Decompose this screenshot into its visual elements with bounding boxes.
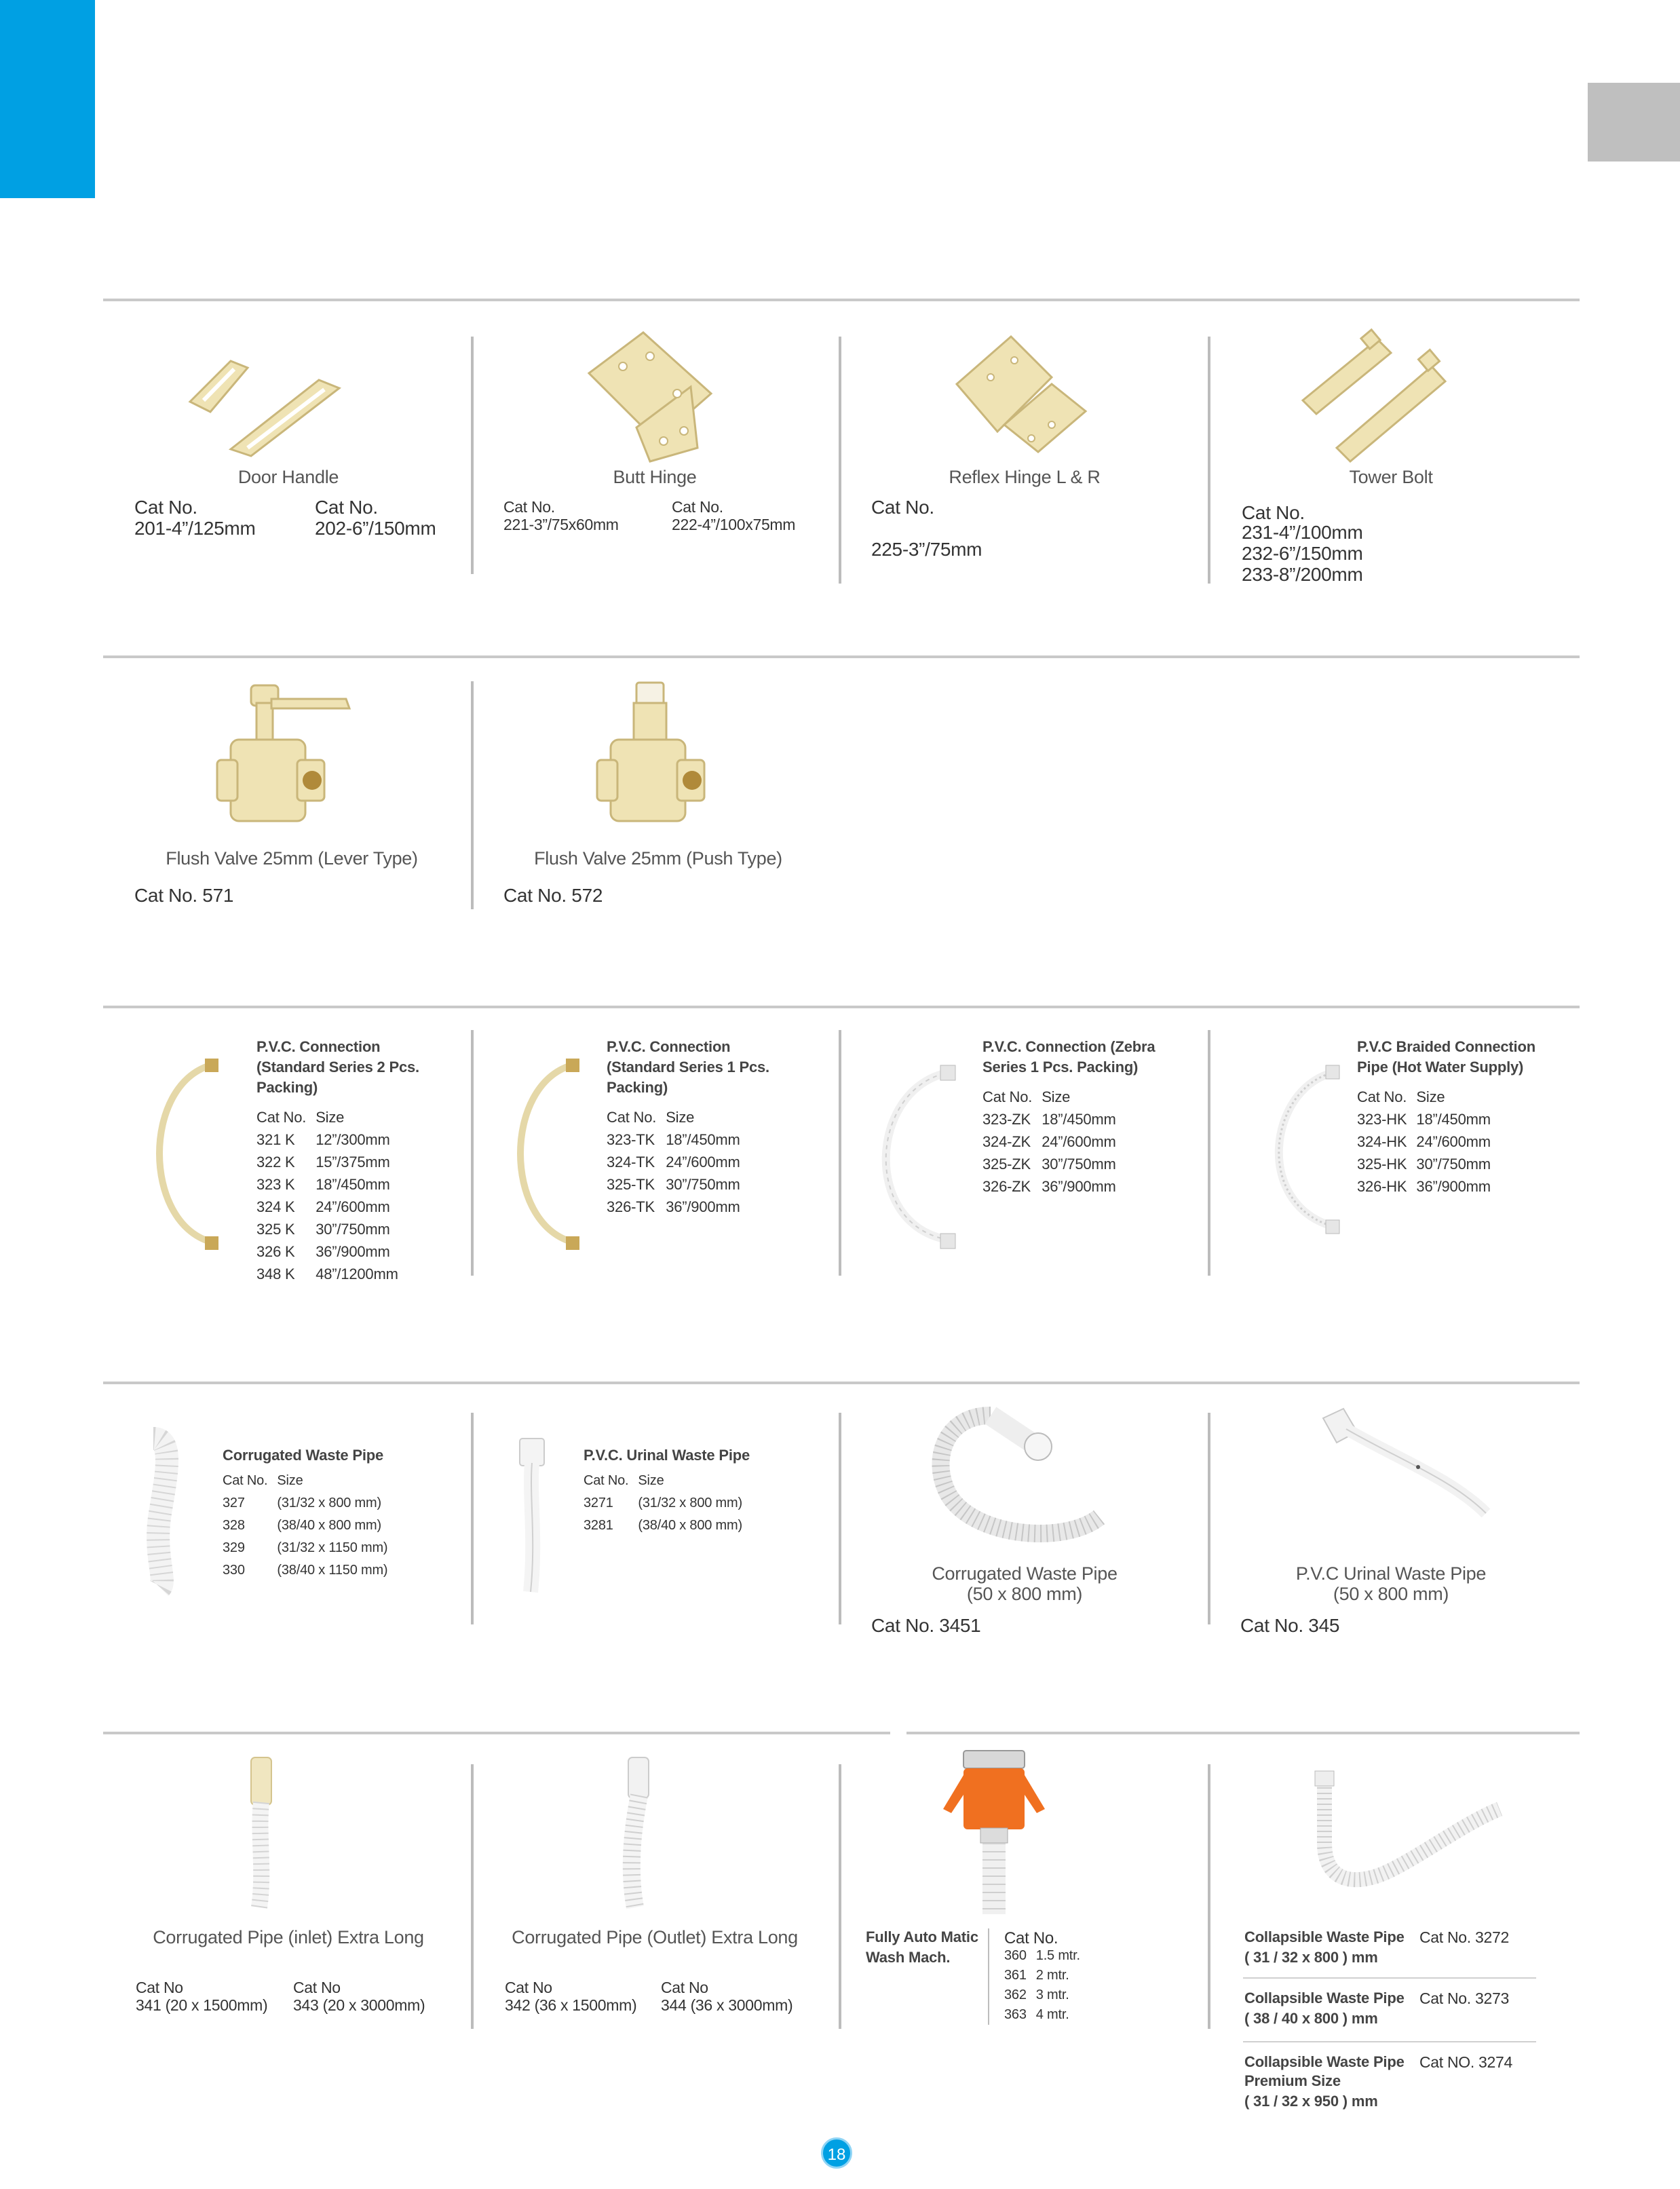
pvc-connection-std2-table	[256, 1106, 408, 1285]
corrugated-pipe-inlet-image	[237, 1755, 285, 1911]
table-row	[607, 1196, 750, 1218]
length: 4 mtr.	[1035, 2007, 1069, 2022]
size: (31/32 x 800 mm)	[638, 1496, 742, 1510]
table-row	[982, 1108, 1126, 1130]
cat-no-header: Cat No.	[607, 1109, 657, 1126]
washing-machine-cat-header: Cat No.	[1004, 1929, 1058, 1947]
table-row	[1004, 1946, 1090, 1966]
pvc-urinal-waste-pipe-345-caption-2: (50 x 800 mm)	[1333, 1584, 1449, 1604]
table-row	[584, 1492, 752, 1515]
table-row	[1357, 1108, 1500, 1130]
size: 36”/900mm	[1042, 1178, 1116, 1195]
collapsible-3273-title-2: ( 38 / 40 x 800 ) mm	[1244, 2010, 1378, 2027]
cat-no-header: Cat No.	[982, 1088, 1033, 1105]
cat-no: 324-ZK	[982, 1133, 1031, 1150]
washing-machine-title-2: Wash Mach.	[866, 1949, 951, 1966]
col-divider	[839, 1764, 841, 2029]
door-handle-cat-value-a: 201-4”/125mm	[134, 518, 256, 539]
size: 12”/300mm	[316, 1131, 390, 1148]
cat-no: 362	[1004, 1987, 1027, 2002]
pvc-urinal-waste-pipe-345-caption-1: P.V.C Urinal Waste Pipe	[1295, 1563, 1487, 1584]
table-row	[256, 1173, 408, 1196]
table-row	[1004, 1966, 1090, 1985]
length: 3 mtr.	[1035, 1987, 1069, 2002]
length: 2 mtr.	[1035, 1968, 1069, 1983]
pvc-connection-zebra-title	[982, 1037, 1155, 1078]
col-divider	[1208, 1413, 1210, 1624]
reflex-hinge-caption: Reflex Hinge L & R	[949, 467, 1101, 487]
title-line: Pipe (Hot Water Supply)	[1357, 1059, 1524, 1076]
pvc-braided-connection-table	[1357, 1086, 1500, 1198]
pvc-urinal-waste-pipe-title: P.V.C. Urinal Waste Pipe	[584, 1447, 750, 1464]
size: 18”/450mm	[1042, 1111, 1116, 1128]
corrugated-pipe-outlet-caption: Corrugated Pipe (Outlet) Extra Long	[512, 1927, 798, 1947]
col-divider	[839, 1030, 841, 1276]
tower-bolt-image	[1296, 319, 1452, 468]
pvc-braided-connection-title	[1357, 1037, 1535, 1078]
size: 24”/600mm	[666, 1154, 740, 1170]
cat-no: 325-ZK	[982, 1156, 1031, 1173]
corrugated-pipe-outlet-image	[608, 1755, 662, 1911]
collapsible-divider	[1243, 2041, 1536, 2042]
corrugated-pipe-inlet-cat-value-a: 341 (20 x 1500mm)	[136, 1996, 268, 2014]
collapsible-3274-title-3: ( 31 / 32 x 950 ) mm	[1244, 2093, 1378, 2110]
size: (31/32 x 1150 mm)	[277, 1540, 388, 1555]
title-line: Series 1 Pcs. Packing)	[982, 1059, 1139, 1076]
table-row	[607, 1173, 750, 1196]
cat-no: 330	[223, 1563, 245, 1578]
size-header: Size	[277, 1473, 303, 1488]
table-header	[607, 1106, 750, 1128]
cat-no: 321 K	[256, 1131, 295, 1148]
length: 1.5 mtr.	[1035, 1948, 1080, 1963]
pvc-connection-std2-title	[256, 1037, 419, 1098]
pvc-urinal-waste-pipe-table	[584, 1470, 752, 1537]
col-divider	[839, 1413, 841, 1624]
cat-no-header: Cat No.	[223, 1473, 268, 1488]
size: 36”/900mm	[316, 1243, 390, 1260]
table-row	[223, 1492, 397, 1515]
table-header	[982, 1086, 1126, 1108]
corrugated-waste-pipe-3451-caption-1: Corrugated Waste Pipe	[932, 1563, 1118, 1584]
wash-divider	[988, 1928, 989, 2025]
collapsible-3273-title-1: Collapsible Waste Pipe	[1244, 1990, 1405, 2006]
table-row	[223, 1515, 397, 1537]
corrugated-pipe-outlet-cat-value-a: 342 (36 x 1500mm)	[505, 1996, 637, 2014]
corrugated-waste-pipe-3451-cat: Cat No. 3451	[871, 1615, 981, 1636]
size: 18”/450mm	[316, 1176, 390, 1193]
title-line: (Standard Series 2 Pcs.	[256, 1059, 419, 1076]
col-divider	[471, 337, 474, 574]
size-header: Size	[666, 1109, 695, 1126]
size: (31/32 x 800 mm)	[277, 1496, 381, 1510]
cat-no: 323-HK	[1357, 1111, 1407, 1128]
tower-bolt-cat-value-1: 231-4”/100mm	[1242, 522, 1363, 543]
table-row	[256, 1218, 408, 1240]
corrugated-pipe-inlet-cat-label-b: Cat No	[293, 1979, 341, 1996]
cat-no: 361	[1004, 1968, 1027, 1983]
size: 15”/375mm	[316, 1154, 390, 1170]
collapsible-waste-pipe-image	[1310, 1768, 1513, 1904]
cat-no: 325-TK	[607, 1176, 655, 1193]
butt-hinge-cat-label-b: Cat No.	[672, 498, 723, 516]
pvc-braided-connection-image	[1262, 1065, 1357, 1235]
table-row	[256, 1128, 408, 1151]
cat-no: 323-TK	[607, 1131, 655, 1148]
collapsible-3274-title-2: Premium Size	[1244, 2072, 1341, 2089]
door-handle-image	[183, 347, 373, 456]
corrugated-pipe-outlet-cat-label-b: Cat No	[661, 1979, 708, 1996]
col-divider	[1208, 337, 1210, 584]
page-number: 18	[821, 2137, 852, 2169]
table-row	[607, 1151, 750, 1173]
butt-hinge-image	[575, 319, 725, 468]
corrugated-waste-pipe-3451-caption-2: (50 x 800 mm)	[966, 1584, 1083, 1604]
table-row	[1357, 1130, 1500, 1153]
table-row	[256, 1196, 408, 1218]
size: 24”/600mm	[316, 1198, 390, 1215]
butt-hinge-cat-value-a: 221-3”/75x60mm	[503, 516, 619, 533]
cat-no: 328	[223, 1518, 245, 1533]
table-row	[223, 1537, 397, 1559]
table-header	[223, 1470, 397, 1492]
cat-no-header: Cat No.	[584, 1473, 629, 1488]
col-divider	[1208, 1030, 1210, 1276]
size: (38/40 x 1150 mm)	[277, 1563, 388, 1578]
door-handle-cat-value-b: 202-6”/150mm	[315, 518, 436, 539]
size: 30”/750mm	[1042, 1156, 1116, 1173]
cat-no: 324-HK	[1357, 1133, 1407, 1150]
pvc-connection-zebra-image	[870, 1065, 965, 1249]
table-row	[1357, 1153, 1500, 1175]
col-divider	[471, 1413, 474, 1624]
size: 30”/750mm	[316, 1221, 390, 1238]
title-line: Packing)	[256, 1079, 318, 1096]
table-header	[1357, 1086, 1500, 1108]
corrugated-waste-pipe-3451-image	[930, 1402, 1120, 1558]
cat-no: 326-ZK	[982, 1178, 1031, 1195]
col-divider	[839, 337, 841, 584]
reflex-hinge-cat-label: Cat No.	[871, 497, 934, 518]
size-header: Size	[638, 1473, 664, 1488]
flush-valve-lever-image	[217, 679, 360, 835]
table-row	[607, 1128, 750, 1151]
table-row	[584, 1515, 752, 1537]
door-handle-cat-label-b: Cat No.	[315, 497, 378, 518]
collapsible-divider	[1243, 1977, 1536, 1979]
butt-hinge-caption: Butt Hinge	[613, 467, 697, 487]
row-divider-5b	[906, 1732, 1580, 1734]
corrugated-pipe-inlet-caption: Corrugated Pipe (inlet) Extra Long	[153, 1927, 424, 1947]
tower-bolt-cat-label: Cat No.	[1242, 502, 1305, 523]
collapsible-3274-title-1: Collapsible Waste Pipe	[1244, 2053, 1405, 2070]
table-row	[1004, 1985, 1090, 2005]
table-row	[256, 1151, 408, 1173]
size-header: Size	[316, 1109, 345, 1126]
title-line: (Standard Series 1 Pcs.	[607, 1059, 769, 1076]
collapsible-3272-title-1: Collapsible Waste Pipe	[1244, 1928, 1405, 1945]
corrugated-waste-pipe-title: Corrugated Waste Pipe	[223, 1447, 384, 1464]
flush-valve-lever-cat: Cat No. 571	[134, 885, 234, 906]
cat-no: 329	[223, 1540, 245, 1555]
cat-no: 325-HK	[1357, 1156, 1407, 1173]
cat-no: 326-HK	[1357, 1178, 1407, 1195]
door-handle-caption: Door Handle	[237, 467, 339, 487]
flush-valve-push-caption: Flush Valve 25mm (Push Type)	[534, 848, 782, 869]
pvc-connection-zebra-table	[982, 1086, 1126, 1198]
cat-no: 363	[1004, 2007, 1027, 2022]
reflex-hinge-cat-value: 225-3”/75mm	[871, 539, 982, 560]
cat-no: 322 K	[256, 1154, 295, 1170]
size: 24”/600mm	[1416, 1133, 1491, 1150]
pvc-urinal-waste-pipe-345-image	[1316, 1405, 1500, 1527]
table-row	[1004, 2005, 1090, 2025]
row-divider-5a	[103, 1732, 890, 1734]
pvc-urinal-waste-pipe-image	[509, 1436, 563, 1605]
flush-valve-push-image	[597, 679, 712, 835]
title-line: P.V.C Braided Connection	[1357, 1038, 1535, 1055]
cat-no: 325 K	[256, 1221, 295, 1238]
size-header: Size	[1416, 1088, 1445, 1105]
collapsible-3272-title-2: ( 31 / 32 x 800 ) mm	[1244, 1949, 1378, 1966]
cat-no-header: Cat No.	[256, 1109, 307, 1126]
title-line: P.V.C. Connection	[607, 1038, 731, 1055]
table-row	[982, 1130, 1126, 1153]
corrugated-waste-pipe-table	[223, 1470, 397, 1582]
corrugated-waste-pipe-image	[133, 1432, 187, 1595]
size: 30”/750mm	[1416, 1156, 1491, 1173]
title-line: P.V.C. Connection	[256, 1038, 381, 1055]
col-divider	[471, 1030, 474, 1276]
grey-corner-tab	[1588, 83, 1680, 161]
size: 36”/900mm	[666, 1198, 740, 1215]
collapsible-3272-cat: Cat No. 3272	[1419, 1928, 1509, 1946]
title-line: Packing)	[607, 1079, 668, 1096]
cat-no: 3271	[584, 1496, 613, 1510]
size: 24”/600mm	[1042, 1133, 1116, 1150]
washing-machine-table	[1004, 1946, 1090, 2025]
pvc-connection-std1-image	[503, 1059, 585, 1249]
cat-no: 360	[1004, 1948, 1027, 1963]
cat-no: 324 K	[256, 1198, 295, 1215]
cat-no-header: Cat No.	[1357, 1088, 1407, 1105]
size: 36”/900mm	[1416, 1178, 1491, 1195]
blue-corner-tab	[0, 0, 95, 198]
corrugated-pipe-inlet-cat-label-a: Cat No	[136, 1979, 183, 1996]
corrugated-pipe-outlet-cat-label-a: Cat No	[505, 1979, 552, 1996]
pvc-connection-std2-image	[142, 1059, 224, 1249]
col-divider	[471, 1764, 474, 2029]
cat-no: 348 K	[256, 1265, 295, 1282]
table-row	[223, 1559, 397, 1582]
cat-no: 3281	[584, 1518, 613, 1533]
cat-no: 323-ZK	[982, 1111, 1031, 1128]
size: 18”/450mm	[1416, 1111, 1491, 1128]
corrugated-pipe-outlet-cat-value-b: 344 (36 x 3000mm)	[661, 1996, 793, 2014]
row-divider-1	[103, 299, 1580, 301]
flush-valve-push-cat: Cat No. 572	[503, 885, 603, 906]
size: (38/40 x 800 mm)	[638, 1518, 742, 1533]
table-row	[982, 1175, 1126, 1198]
cat-no: 324-TK	[607, 1154, 655, 1170]
row-divider-2	[103, 655, 1580, 658]
collapsible-3273-cat: Cat No. 3273	[1419, 1990, 1509, 2007]
cat-no: 327	[223, 1496, 245, 1510]
flush-valve-lever-caption: Flush Valve 25mm (Lever Type)	[166, 848, 418, 869]
size: (38/40 x 800 mm)	[277, 1518, 381, 1533]
pvc-connection-std1-title	[607, 1037, 769, 1098]
butt-hinge-cat-label-a: Cat No.	[503, 498, 555, 516]
cat-no: 326 K	[256, 1243, 295, 1260]
pvc-urinal-waste-pipe-345-cat: Cat No. 345	[1240, 1615, 1340, 1636]
size: 18”/450mm	[666, 1131, 740, 1148]
tower-bolt-cat-value-3: 233-8”/200mm	[1242, 564, 1363, 585]
tower-bolt-cat-value-2: 232-6”/150mm	[1242, 543, 1363, 564]
title-line: P.V.C. Connection (Zebra	[982, 1038, 1156, 1055]
collapsible-3274-cat: Cat NO. 3274	[1419, 2053, 1513, 2071]
size: 48”/1200mm	[316, 1265, 398, 1282]
row-divider-3	[103, 1006, 1580, 1008]
door-handle-cat-label-a: Cat No.	[134, 497, 197, 518]
washing-machine-title-1: Fully Auto Matic	[866, 1928, 978, 1945]
tower-bolt-caption: Tower Bolt	[1349, 467, 1433, 487]
table-row	[1357, 1175, 1500, 1198]
table-row	[256, 1263, 408, 1285]
col-divider	[1208, 1764, 1210, 2029]
washing-machine-inlet-image	[943, 1748, 1045, 1918]
cat-no: 326-TK	[607, 1198, 655, 1215]
table-row	[256, 1240, 408, 1263]
cat-no: 323 K	[256, 1176, 295, 1193]
row-divider-4	[103, 1382, 1580, 1384]
col-divider	[471, 681, 474, 909]
reflex-hinge-image	[950, 323, 1099, 459]
butt-hinge-cat-value-b: 222-4”/100x75mm	[672, 516, 796, 533]
table-header	[584, 1470, 752, 1492]
corrugated-pipe-inlet-cat-value-b: 343 (20 x 3000mm)	[293, 1996, 425, 2014]
table-row	[982, 1153, 1126, 1175]
size-header: Size	[1042, 1088, 1071, 1105]
pvc-connection-std1-table	[607, 1106, 750, 1218]
table-header	[256, 1106, 408, 1128]
size: 30”/750mm	[666, 1176, 740, 1193]
